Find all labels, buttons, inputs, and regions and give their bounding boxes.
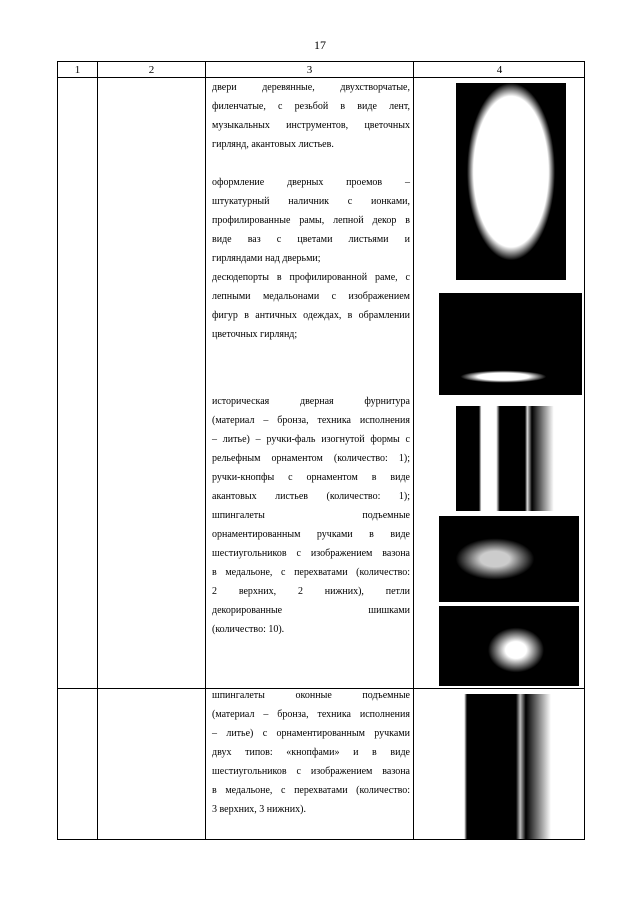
photo-hinge	[439, 606, 579, 686]
text-line: 2 верхних, 2 нижних), петли	[212, 586, 410, 597]
text-line: филенчатые, с резьбой в виде лент,	[212, 101, 410, 112]
text-line: двери деревянные, двухстворчатые,	[212, 82, 410, 93]
text-line: шпингалеты подъемные	[212, 510, 410, 521]
text-line: в медальоне, с перехватами (количество:	[212, 785, 410, 796]
text-line: рельефным орнаментом (количество: 1);	[212, 453, 410, 464]
text-line: музыкальных инструментов, цветочных	[212, 120, 410, 131]
row1-para-3	[212, 268, 410, 344]
text-line: десюдепорты в профилированной раме, с	[212, 272, 410, 283]
photo-door	[456, 83, 566, 280]
text-line: шестиугольников с изображением вазона	[212, 766, 410, 777]
text-line: – литье) с орнаментированным ручками	[212, 728, 410, 739]
text-line: (материал – бронза, техника исполнения	[212, 709, 410, 720]
column-divider	[413, 62, 414, 839]
text-line: – литье) – ручки-фаль изогнутой формы с	[212, 434, 410, 445]
page-number: 17	[314, 38, 326, 52]
row2-para-1	[212, 686, 410, 819]
photo-espagnolette	[439, 516, 579, 602]
row1-para-2	[212, 173, 410, 268]
text-line: (материал – бронза, техника исполнения	[212, 415, 410, 426]
text-line: в медальоне, с перехватами (количество:	[212, 567, 410, 578]
header-col-3: 3	[306, 64, 313, 76]
photo-window-latch	[439, 694, 579, 839]
text-line: шестиугольников с изображением вазона	[212, 548, 410, 559]
text-line: штукатурный наличник с ионками,	[212, 196, 410, 207]
text-line: (количество: 10).	[212, 624, 285, 635]
photo-overdoor	[439, 293, 582, 395]
heritage-table	[57, 61, 585, 840]
column-divider	[97, 62, 98, 839]
text-line: историческая дверная фурнитура	[212, 396, 410, 407]
text-line: декорированные шишками	[212, 605, 410, 616]
text-line: оформление дверных проемов –	[212, 177, 410, 188]
header-col-4: 4	[496, 64, 503, 76]
row1-para-1	[212, 78, 410, 154]
text-line: профилированные рамы, лепной декор в	[212, 215, 410, 226]
column-divider	[205, 62, 206, 839]
text-line: двух типов: «кнопфами» и в виде	[212, 747, 410, 758]
text-line: 3 верхних, 3 нижних).	[212, 804, 306, 815]
photo-door-handle	[456, 406, 571, 511]
text-line: шпингалеты оконные подъемные	[212, 690, 410, 701]
text-line: орнаментированным ручками в виде	[212, 529, 410, 540]
text-line: акантовых листьев (количество: 1);	[212, 491, 410, 502]
header-col-2: 2	[148, 64, 155, 76]
text-line: ручки-кнопфы с орнаментом в виде	[212, 472, 410, 483]
text-line: цветочных гирлянд;	[212, 329, 298, 340]
row1-para-4	[212, 392, 410, 639]
text-line: виде ваз с цветами листьями и	[212, 234, 410, 245]
text-line: фигур в античных одеждах, в обрамлении	[212, 310, 410, 321]
text-line: гирляндами над дверьми;	[212, 253, 321, 264]
text-line: лепными медальонами с изображением	[212, 291, 410, 302]
header-col-1: 1	[74, 64, 81, 76]
text-line: гирлянд, акантовых листьев.	[212, 139, 334, 150]
